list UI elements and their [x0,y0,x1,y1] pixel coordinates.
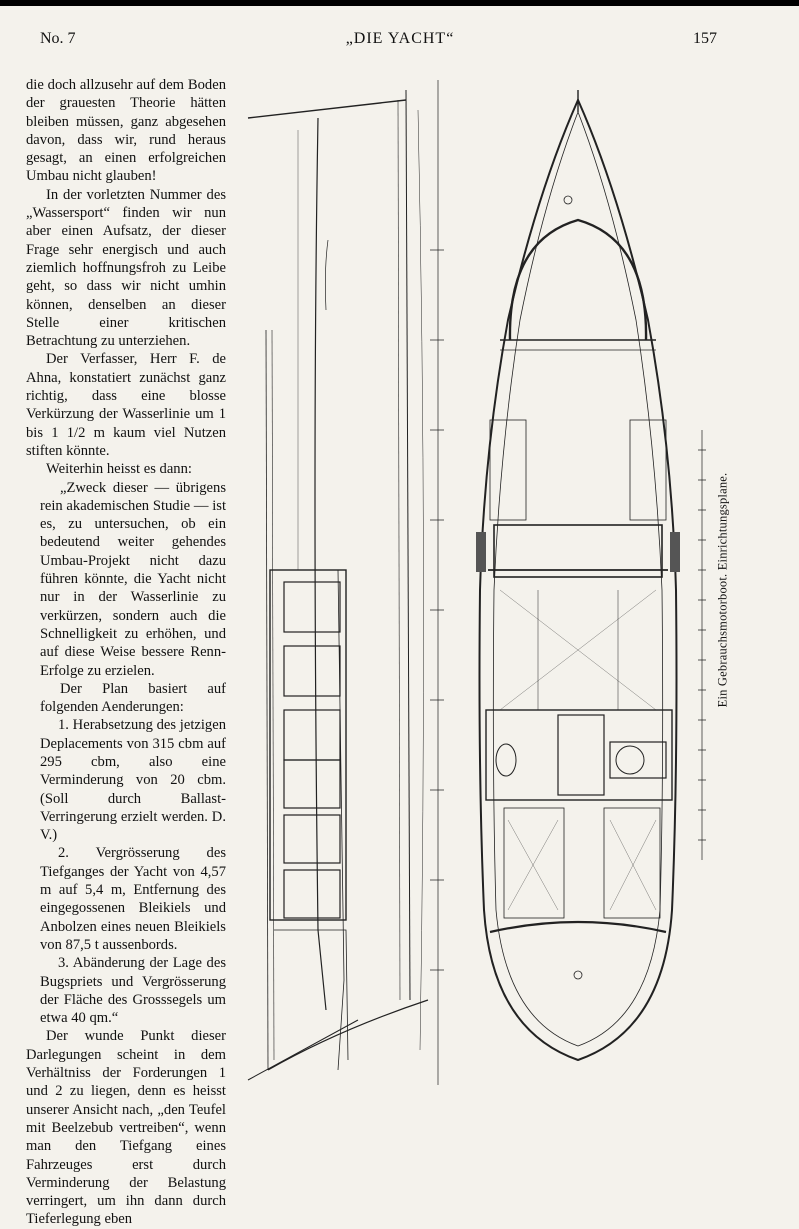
paragraph: Der Verfasser, Herr F. de Ahna, konstatiert zunächst ganz richtig, dass eine blosse Verkürzung der Wasserlinie um 1 bis 1 1/2 m kaum viel Nutzen stiften könnte. [26,351,226,459]
quotation [26,479,226,717]
quote-paragraph: Der Plan basiert auf folgenden Aenderungen: [40,680,226,716]
change-list [26,716,226,1027]
list-item: 3. Abänderung der Lage des Bugspriets und Vergrösserung der Fläche des Grosssegels um etwa 40 qm.“ [40,955,226,1027]
text-column [26,76,226,1229]
paragraph: Der wunde Punkt dieser Darlegungen scheint in dem Verhältniss der Forderungen 1 und 2 zu liegen, denn es heisst unserer Ansicht nach, „den Teufel mit Beelzebub vertreiben“, wenn man den Tiefgang eines Fahrzeuges erst durch Verminderung der Belastung verringert, um ihn dann durch Tieferlegung eben [26,1028,226,1228]
issue-number: No. 7 [40,30,76,47]
caption-text: Ein Gebrauchsmotorboot. Einrichtungsplane. [715,472,730,708]
page-number: 157 [693,30,717,47]
scale-marks [430,80,706,1085]
paragraph: In der vorletzten Nummer des „Wassersport“ finden wir nun aber einen Aufsatz, der dieser Frage sehr energisch und auch ziemlich hoffnungsfroh zu Leibe geht, so dass wir nicht umhin können, denselben an dieser Stelle einer kritischen Betrachtung zu unterziehen. [26,186,226,350]
paragraph: Weiterhin heisst es dann: [46,461,192,478]
deck-plan [476,90,680,1060]
boat-plan-drawing [238,70,738,1090]
list-item: 1. Herabsetzung des jetzigen Deplacements von 315 cbm auf 295 cbm, also eine Verminderung von 20 cbm. (Soll durch Ballast-Verringerung erzielt werden. D. V.) [40,717,226,844]
figure-caption [706,470,740,710]
page-top-edge [0,0,799,6]
paragraph: die doch allzusehr auf dem Boden der grauesten Theorie hätten bleiben müssen, ganz abgesehen davon, dass wir, rund heraus gesagt, an einen erfolgreichen Umbau nicht glauben! [26,77,226,185]
journal-title: „DIE YACHT“ [345,30,455,47]
list-item: 2. Vergrösserung des Tiefganges der Yacht von 4,57 m auf 5,4 m, Entfernung des eingegossenen Bleikiels und Anbolzen eines neuen Bleikiels von 87,5 t aussenbords. [40,845,226,953]
side-profile [248,90,428,1080]
quote-paragraph: „Zweck dieser — übrigens rein akademischen Studie — ist es, zu untersuchen, ob ein bedeutend weiter gehendes Umbau-Projekt nicht dazu führen könnte, die Yacht nicht nur in der Wasserlinie zu verkürzen, sondern auch die Schnelligkeit zu erhöhen, und auf diese Weise bessere Renn-Erfolge zu erzielen. [40,479,226,679]
page-header [0,30,799,52]
